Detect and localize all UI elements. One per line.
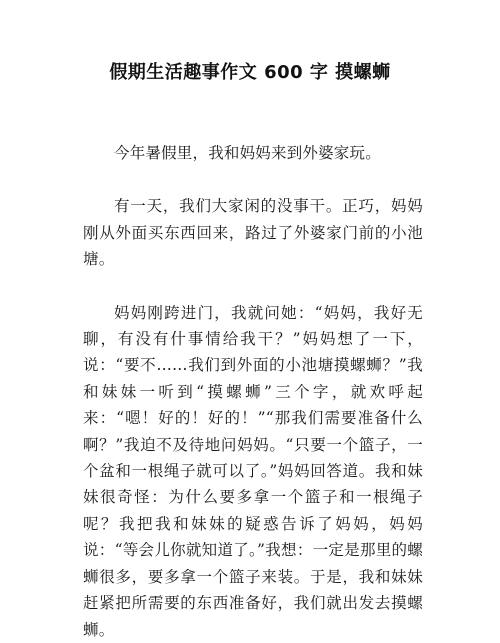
paragraph-1: 今年暑假里，我和妈妈来到外婆家玩。: [114, 144, 381, 162]
document-body: [83, 140, 423, 643]
paragraph-gap: [83, 166, 423, 193]
paragraph-gap: [83, 273, 423, 300]
paragraph-3: 妈妈刚跨进门，我就问她：“妈妈，我好无聊，有没有什事情给我干？”妈妈想了一下，说：“要不……我们到外面的小池塘摸螺蛳？”我和妹妹一听到“摸螺蛳”三个字，就欢呼起来：“嗯！好的！好的！”“那我们需要准备什么啊？”我迫不及待地问妈妈。“只要一个篮子，一个盆和一根绳子就可以了。”妈妈回答道。我和妹妹很奇怪：为什么要多拿一个篮子和一根绳子呢？我把我和妹妹的疑惑告诉了妈妈，妈妈说：“等会儿你就知道了。”我想：一定是那里的螺蛳很多，要多拿一个篮子来装。于是，我和妹妹赶紧把所需要的东西准备好，我们就出发去摸螺蛳。: [83, 303, 423, 639]
document-title: 假期生活趣事作文 600 字 摸螺蛳: [109, 62, 391, 83]
paragraph-2: 有一天，我们大家闲的没事干。正巧，妈妈刚从外面买东西回来，路过了外婆家门前的小池塘。: [83, 197, 423, 269]
